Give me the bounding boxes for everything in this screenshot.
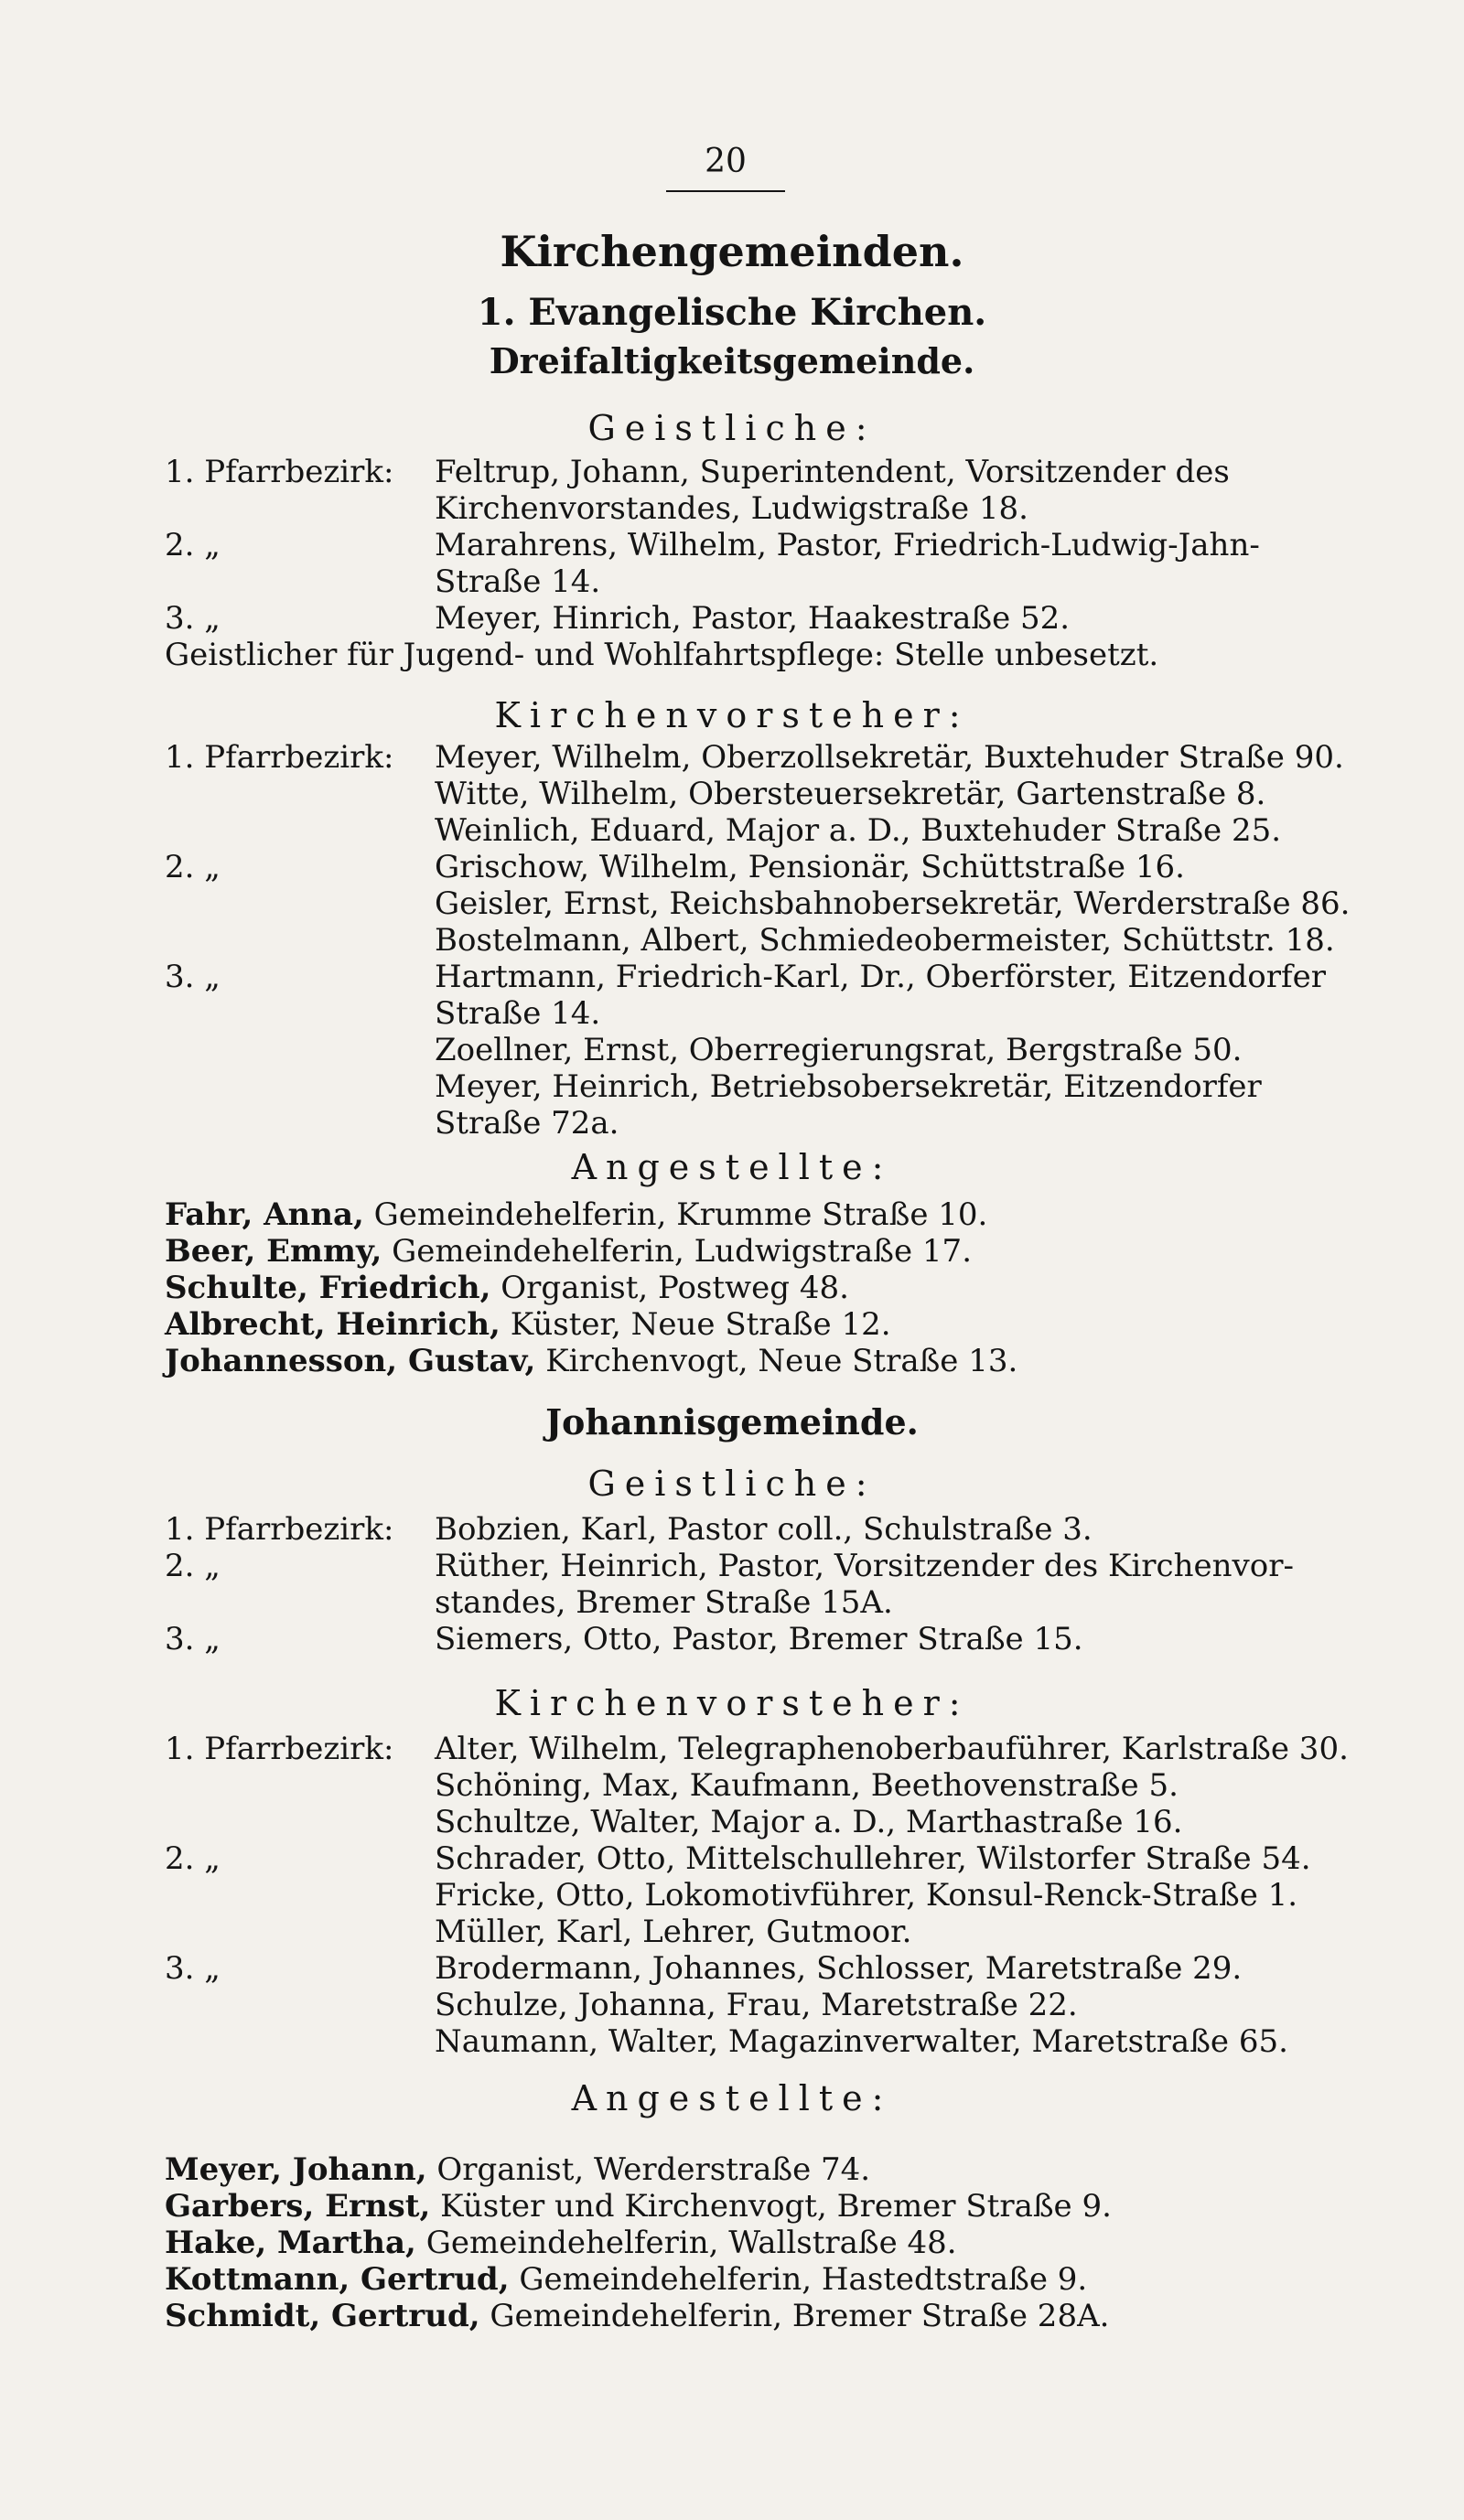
entry-label: 2. „ [165,1840,221,1877]
entry-line: Alter, Wilhelm, Telegraphenoberbauführer, Karlstraße 30. [435,1731,1349,1767]
kirchenvorsteher-heading: Kirchenvorsteher: [494,695,970,735]
entry-line: Schrader, Otto, Mittelschullehrer, Wilstorfer Straße 54. [435,1840,1311,1877]
entry-line: standes, Bremer Straße 15A. [435,1584,893,1621]
employee-line [165,2188,1112,2225]
employee-name: Fahr, Anna, [165,1196,364,1233]
employee-line [165,2261,1087,2298]
entry-line: Müller, Karl, Lehrer, Gutmoor. [435,1914,912,1950]
entry-line: Brodermann, Johannes, Schlosser, Maretstraße 29. [435,1950,1243,1987]
geistliche-heading: Geistliche: [587,408,877,448]
entry-line: Rüther, Heinrich, Pastor, Vorsitzender des Kirchenvor- [435,1548,1294,1584]
section-heading-johannis: Johannisgemeinde. [545,1401,919,1442]
entry-line: Fricke, Otto, Lokomotivführer, Konsul-Renck-Straße 1. [435,1877,1298,1914]
employee-line [165,2225,957,2261]
page-number: 20 [705,143,747,180]
entry-label: 3. „ [165,600,221,637]
entry-line: Feltrup, Johann, Superintendent, Vorsitzender des [435,454,1230,490]
employee-name: Schulte, Friedrich, [165,1270,491,1306]
employee-name: Kottmann, Gertrud, [165,2261,510,2298]
entry-label: 3. „ [165,1950,221,1987]
page-number-rule [666,190,785,192]
entry-line: Witte, Wilhelm, Obersteuersekretär, Gartenstraße 8. [435,776,1266,812]
geistliche-note: Geistlicher für Jugend- und Wohlfahrtspflege: Stelle unbesetzt. [165,637,1159,673]
entry-line: Meyer, Wilhelm, Oberzollsekretär, Buxtehuder Straße 90. [435,739,1344,776]
employee-details: Gemeindehelferin, Hastedtstraße 9. [509,2261,1088,2298]
entry-line: Bobzien, Karl, Pastor coll., Schulstraße 3. [435,1511,1093,1548]
kirchenvorsteher-heading: Kirchenvorsteher: [494,1683,970,1723]
angestellte-heading: Angestellte: [571,2078,893,2118]
entry-label: 2. „ [165,527,221,563]
employee-details: Gemeindehelferin, Krumme Straße 10. [363,1196,988,1233]
page-subtitle: 1. Evangelische Kirchen. [477,291,987,334]
employee-line [165,2298,1109,2334]
employee-name: Albrecht, Heinrich, [165,1306,501,1343]
entry-line: Meyer, Heinrich, Betriebsobersekretär, Eitzendorfer [435,1068,1262,1105]
geistliche-heading: Geistliche: [587,1464,877,1504]
entry-label: 1. Pfarrbezirk: [165,739,394,776]
employee-details: Kirchenvogt, Neue Straße 13. [535,1343,1018,1379]
entry-line: Hartmann, Friedrich-Karl, Dr., Oberförster, Eitzendorfer [435,959,1326,995]
employee-name: Hake, Martha, [165,2225,416,2261]
employee-details: Gemeindehelferin, Bremer Straße 28A. [479,2298,1110,2334]
employee-details: Gemeindehelferin, Wallstraße 48. [415,2225,957,2261]
entry-line: Schultze, Walter, Major a. D., Marthastraße 16. [435,1804,1183,1840]
employee-name: Johannesson, Gustav, [165,1343,536,1379]
entry-label: 2. „ [165,849,221,885]
entry-label: 3. „ [165,1621,221,1657]
employee-details: Küster und Kirchenvogt, Bremer Straße 9. [430,2188,1112,2225]
entry-label: 1. Pfarrbezirk: [165,1731,394,1767]
employee-line [165,1196,987,1233]
entry-label: 2. „ [165,1548,221,1584]
entry-line: Kirchenvorstandes, Ludwigstraße 18. [435,490,1028,527]
entry-label: 1. Pfarrbezirk: [165,1511,394,1548]
entry-line: Geisler, Ernst, Reichsbahnobersekretär, Werderstraße 86. [435,885,1351,922]
employee-line [165,1233,972,1270]
entry-line: Weinlich, Eduard, Major a. D., Buxtehuder Straße 25. [435,812,1282,849]
section-heading-dreifaltigkeit: Dreifaltigkeitsgemeinde. [489,340,975,381]
entry-label: 3. „ [165,959,221,995]
employee-details: Organist, Werderstraße 74. [426,2151,871,2188]
employee-details: Organist, Postweg 48. [490,1270,849,1306]
employee-name: Meyer, Johann, [165,2151,427,2188]
entry-line: Schöning, Max, Kaufmann, Beethovenstraße 5. [435,1767,1179,1804]
employee-line [165,2151,870,2188]
entry-line: Schulze, Johanna, Frau, Maretstraße 22. [435,1987,1078,2023]
employee-line [165,1306,891,1343]
entry-line: Zoellner, Ernst, Oberregierungsrat, Bergstraße 50. [435,1032,1243,1068]
entry-line: Straße 14. [435,563,601,600]
employee-line [165,1270,849,1306]
entry-label: 1. Pfarrbezirk: [165,454,394,490]
employee-name: Garbers, Ernst, [165,2188,431,2225]
employee-details: Küster, Neue Straße 12. [500,1306,891,1343]
employee-details: Gemeindehelferin, Ludwigstraße 17. [382,1233,972,1270]
employee-name: Schmidt, Gertrud, [165,2298,480,2334]
page-title: Kirchengemeinden. [500,227,964,276]
entry-line: Meyer, Hinrich, Pastor, Haakestraße 52. [435,600,1071,637]
entry-line: Naumann, Walter, Magazinverwalter, Maretstraße 65. [435,2023,1288,2060]
entry-line: Grischow, Wilhelm, Pensionär, Schüttstraße 16. [435,849,1185,885]
employee-line [165,1343,1017,1379]
entry-line: Bostelmann, Albert, Schmiedeobermeister, Schüttstr. 18. [435,922,1335,959]
entry-line: Straße 72a. [435,1105,619,1142]
entry-line: Marahrens, Wilhelm, Pastor, Friedrich-Ludwig-Jahn- [435,527,1260,563]
angestellte-heading: Angestellte: [571,1147,893,1187]
entry-line: Siemers, Otto, Pastor, Bremer Straße 15. [435,1621,1083,1657]
employee-name: Beer, Emmy, [165,1233,382,1270]
entry-line: Straße 14. [435,995,601,1032]
